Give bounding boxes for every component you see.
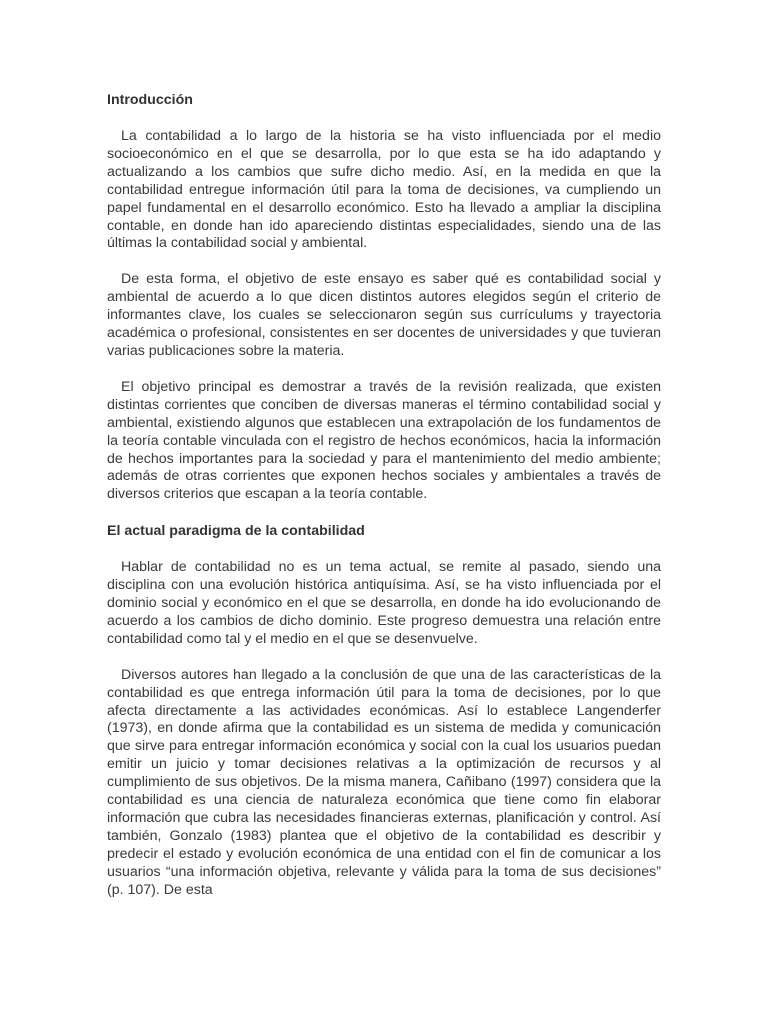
section-heading-paradigma: El actual paradigma de la contabilidad: [107, 523, 365, 540]
document-page: [107, 88, 661, 900]
intro-paragraph-3: El objetivo principal es demostrar a través de la revisión realizada, que existen distintas corrientes que conciben de diversas maneras el término contabilidad social y ambiental, existiendo algunos que establecen una extrapolación de los fundamentos de la teoría contable vinculada con el registro de hechos económicos, hacia la información de hechos importantes para la sociedad y para el mantenimiento del medio ambiente; además de otras corrientes que exponen hechos sociales y ambientales a través de diversos criterios que escapan a la teoría contable.: [107, 378, 661, 503]
intro-paragraph-2: De esta forma, el objetivo de este ensayo es saber qué es contabilidad social y ambiental de acuerdo a lo que dicen distintos autores elegidos según el criterio de informantes clave, los cuales se seleccionaron según sus currículums y trayectoria académica o profesional, consistentes en ser docentes de universidades y que tuvieran varias publicaciones sobre la materia.: [107, 271, 661, 359]
paradigm-paragraph-2: Diversos autores han llegado a la conclusión de que una de las características de la contabilidad es que entrega información útil para la toma de decisiones, por lo que afecta directamente a las actividades económicas. Así lo establece Langenderfer (1973), en donde afirma que la contabilidad es un sistema de medida y comunicación que sirve para entregar información económica y social con la cual los usuarios puedan emitir un juicio y tomar decisiones relativas a la optimización de recursos y al cumplimiento de sus objetivos. De la misma manera, Cañibano (1997) considera que la contabilidad es una ciencia de naturaleza económica que tiene como fin elaborar información que cubra las necesidades financieras externas, planificación y control. Así también, Gonzalo (1983) plantea que el objetivo de la contabilidad es describir y predecir el estado y evolución económica de una entidad con el fin de comunicar a los usuarios “una información objetiva, relevante y válida para la toma de sus decisiones” (p. 107). De esta: [107, 666, 661, 898]
intro-paragraph-1: La contabilidad a lo largo de la historia se ha visto influenciada por el medio socioeconómico en el que se desarrolla, por lo que esta se ha ido adaptando y actualizando a los cambios que sufre dicho medio. Así, en la medida en que la contabilidad entregue información útil para la toma de decisiones, va cumpliendo un papel fundamental en el desarrollo económico. Esto ha llevado a ampliar la disciplina contable, en donde han ido apareciendo distintas especialidades, siendo una de las últimas la contabilidad social y ambiental.: [107, 128, 661, 252]
paradigm-paragraph-1: Hablar de contabilidad no es un tema actual, se remite al pasado, siendo una disciplina con una evolución histórica antiquísima. Así, se ha visto influenciada por el dominio social y económico en el que se desarrolla, en donde ha ido evolucionando de acuerdo a los cambios de dicho dominio. Este progreso demuestra una relación entre contabilidad como tal y el medio en el que se desenvuelve.: [107, 559, 661, 647]
section-heading-introduccion: Introducción: [107, 92, 193, 108]
